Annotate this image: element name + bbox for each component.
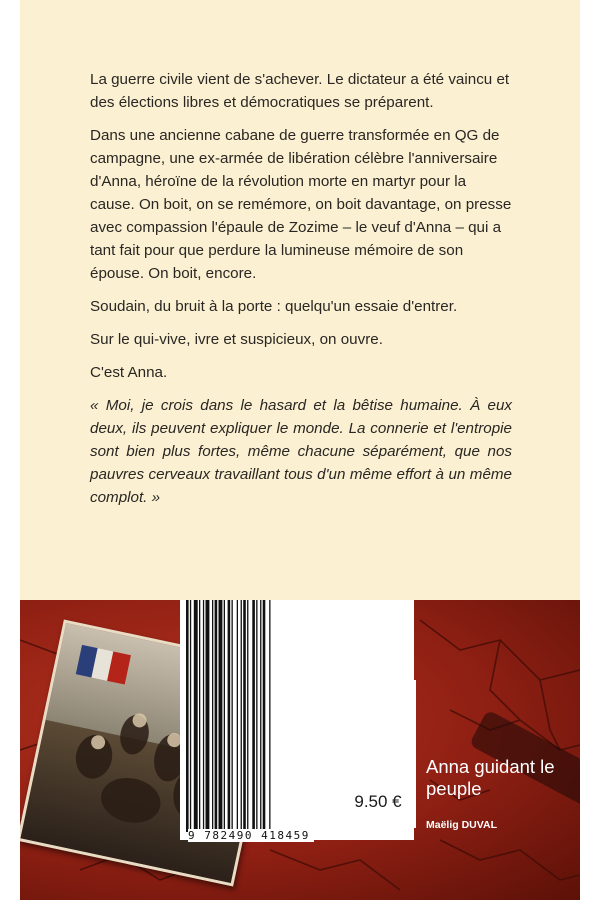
barcode-bar (203, 600, 204, 832)
blurb-paragraph-5: C'est Anna. (90, 364, 168, 381)
blurb-panel (20, 0, 580, 600)
barcode-bar (228, 600, 231, 832)
cracked-earth-background (20, 600, 580, 900)
barcode-bars (186, 600, 296, 832)
barcode-bar (199, 600, 200, 832)
barcode-bar (269, 600, 270, 832)
blurb-text (90, 68, 512, 519)
barcode-bar (252, 600, 255, 832)
barcode-bar (256, 600, 257, 832)
book-back-cover (20, 0, 580, 900)
author-name: Maëlig DUVAL (426, 819, 497, 831)
barcode-bar (237, 600, 238, 832)
barcode-bar (247, 600, 248, 832)
barcode-bar (215, 600, 218, 832)
isbn-digits: 9 782490 418459 (188, 829, 314, 842)
barcode-bar (186, 600, 189, 832)
blurb-quote: « Moi, je crois dans le hasard et la bêtise humaine. À eux deux, ils peuvent expliquer le monde. La connerie et l'entropie sont bien plus fortes, même chacune séparément, que nos pauvres cerveaux travaillant tous d'un même effort à un même complot. » (90, 397, 512, 506)
barcode-bar (224, 600, 225, 832)
barcode-bar (194, 600, 198, 832)
barcode-bar (206, 600, 210, 832)
book-title: Anna guidant le peuple (426, 756, 555, 799)
blurb-paragraph-4: Sur le qui-vive, ivre et suspicieux, on ouvre. (90, 331, 383, 348)
barcode-bar (243, 600, 246, 832)
barcode-bar (263, 600, 266, 832)
blurb-paragraph-1: La guerre civile vient de s'achever. Le dictateur a été vaincu et des élections libres et démocratiques se préparent. (90, 71, 510, 111)
barcode-bar (232, 600, 233, 832)
barcode-bar (219, 600, 223, 832)
price-label: 9.50 € (354, 792, 402, 811)
blurb-paragraph-2: Dans une ancienne cabane de guerre transformée en QG de campagne, une ex-armée de libération célèbre l'anniversaire d'Anna, héroïne de la révolution morte en martyr pour la cause. On boit, on se remémore, on boit davantage, on presse avec compassion l'épaule de Zozime – le veuf d'Anna – qui a tant fait pour que perdure la lumineuse mémoire de son épouse. On boit, encore. (90, 127, 512, 282)
blurb-paragraph-3: Soudain, du bruit à la porte : quelqu'un essaie d'entrer. (90, 298, 458, 315)
barcode-bar (241, 600, 242, 832)
barcode-bar (212, 600, 213, 832)
barcode-bar (260, 600, 261, 832)
barcode-bar (190, 600, 191, 832)
